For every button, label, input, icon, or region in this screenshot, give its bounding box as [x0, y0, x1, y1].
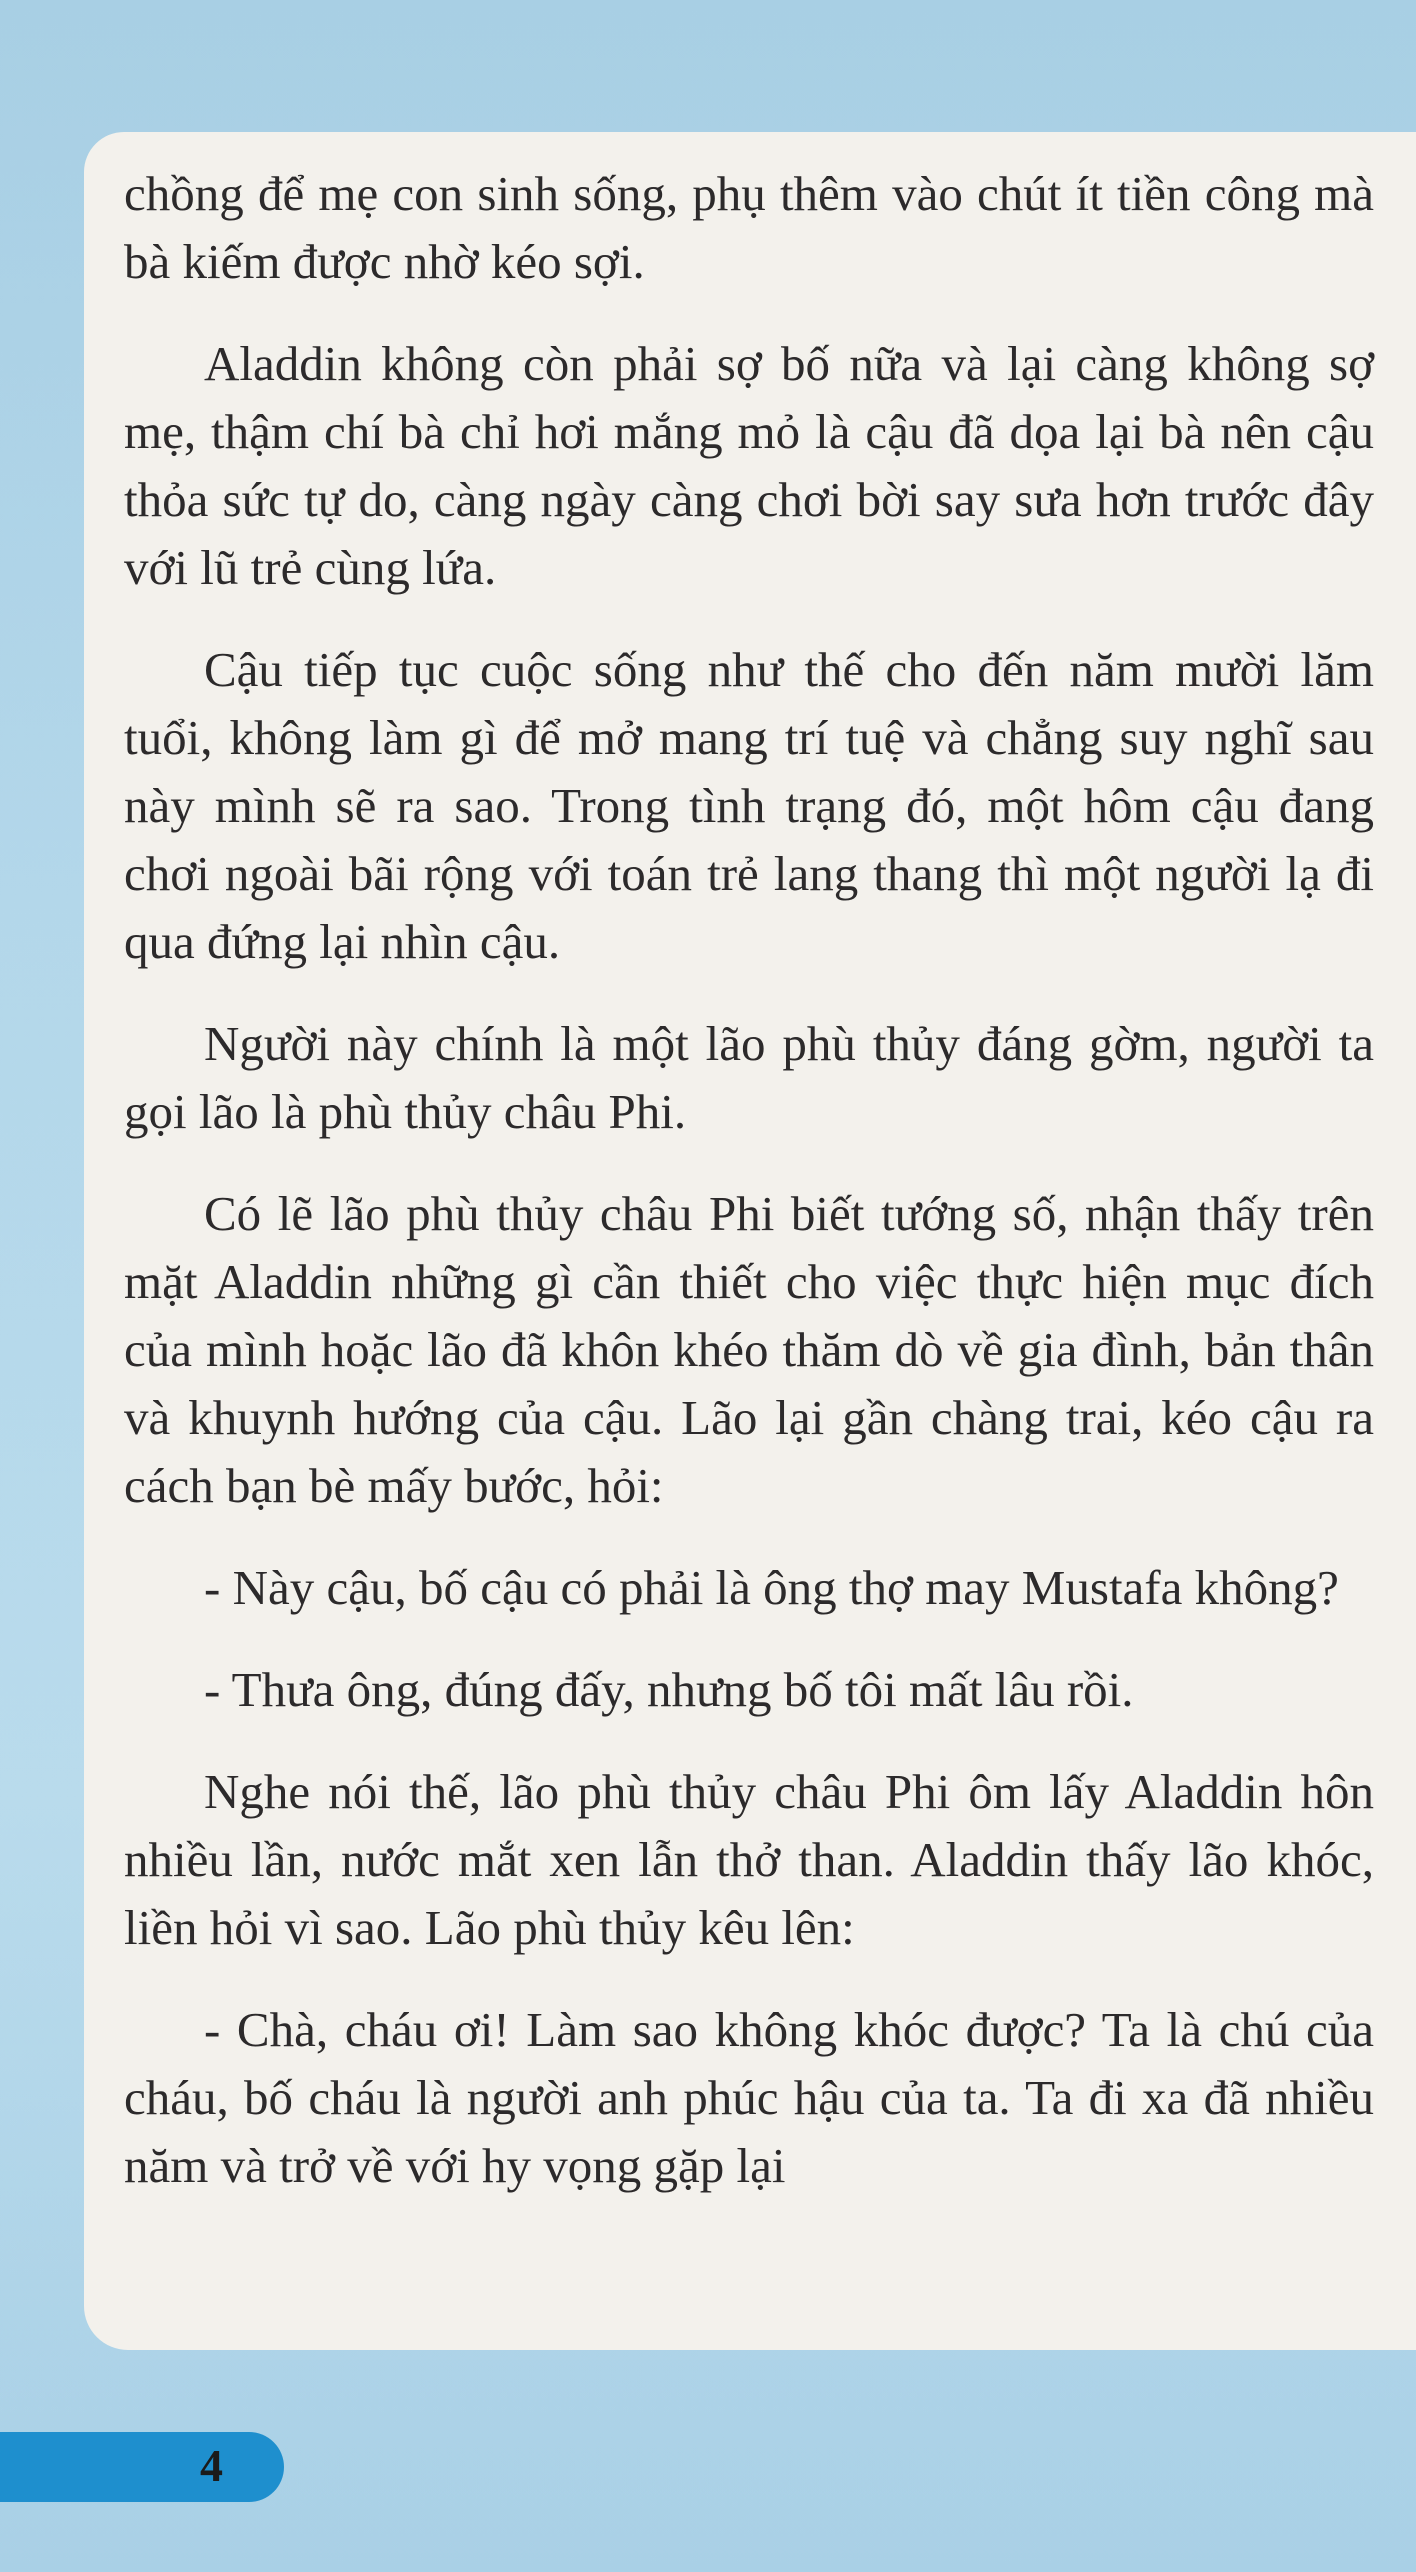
paragraph-4: Người này chính là một lão phù thủy đáng gờm, người ta gọi lão là phù thủy châu Phi. [124, 1016, 1374, 1139]
paragraph-5: Có lẽ lão phù thủy châu Phi biết tướng số, nhận thấy trên mặt Aladdin những gì cần thiết cho việc thực hiện mục đích của mình hoặc lão đã khôn khéo thăm dò về gia đình, bản thân và khuynh hướng của cậu. Lão lại gần chàng trai, kéo cậu ra cách bạn bè mấy bước, hỏi: [124, 1186, 1374, 1513]
paragraph-1: chồng để mẹ con sinh sống, phụ thêm vào chút ít tiền công mà bà kiếm được nhờ kéo sợi. [124, 166, 1374, 289]
text-panel [84, 132, 1416, 2350]
page-number-tab [0, 2432, 284, 2502]
paragraph-8: Nghe nói thế, lão phù thủy châu Phi ôm lấy Aladdin hôn nhiều lần, nước mắt xen lẫn thở than. Aladdin thấy lão khóc, liền hỏi vì sao. Lão phù thủy kêu lên: [124, 1764, 1374, 1955]
paragraph-6: - Này cậu, bố cậu có phải là ông thợ may Mustafa không? [204, 1560, 1339, 1615]
page-number: 4 [200, 2440, 223, 2491]
paragraph-2: Aladdin không còn phải sợ bố nữa và lại càng không sợ mẹ, thậm chí bà chỉ hơi mắng mỏ là cậu đã dọa lại bà nên cậu thỏa sức tự do, càng ngày càng chơi bời say sưa hơn trước đây với lũ trẻ cùng lứa. [124, 336, 1374, 595]
paragraph-9: - Chà, cháu ơi! Làm sao không khóc được? Ta là chú của cháu, bố cháu là người anh phúc hậu của ta. Ta đi xa đã nhiều năm và trở về với hy vọng gặp lại [124, 2002, 1374, 2193]
page-text [124, 160, 1374, 2234]
paragraph-7: - Thưa ông, đúng đấy, nhưng bố tôi mất lâu rồi. [204, 1662, 1134, 1717]
paragraph-3: Cậu tiếp tục cuộc sống như thế cho đến năm mười lăm tuổi, không làm gì để mở mang trí tuệ và chẳng suy nghĩ sau này mình sẽ ra sao. Trong tình trạng đó, một hôm cậu đang chơi ngoài bãi rộng với toán trẻ lang thang thì một người lạ đi qua đứng lại nhìn cậu. [124, 642, 1374, 969]
